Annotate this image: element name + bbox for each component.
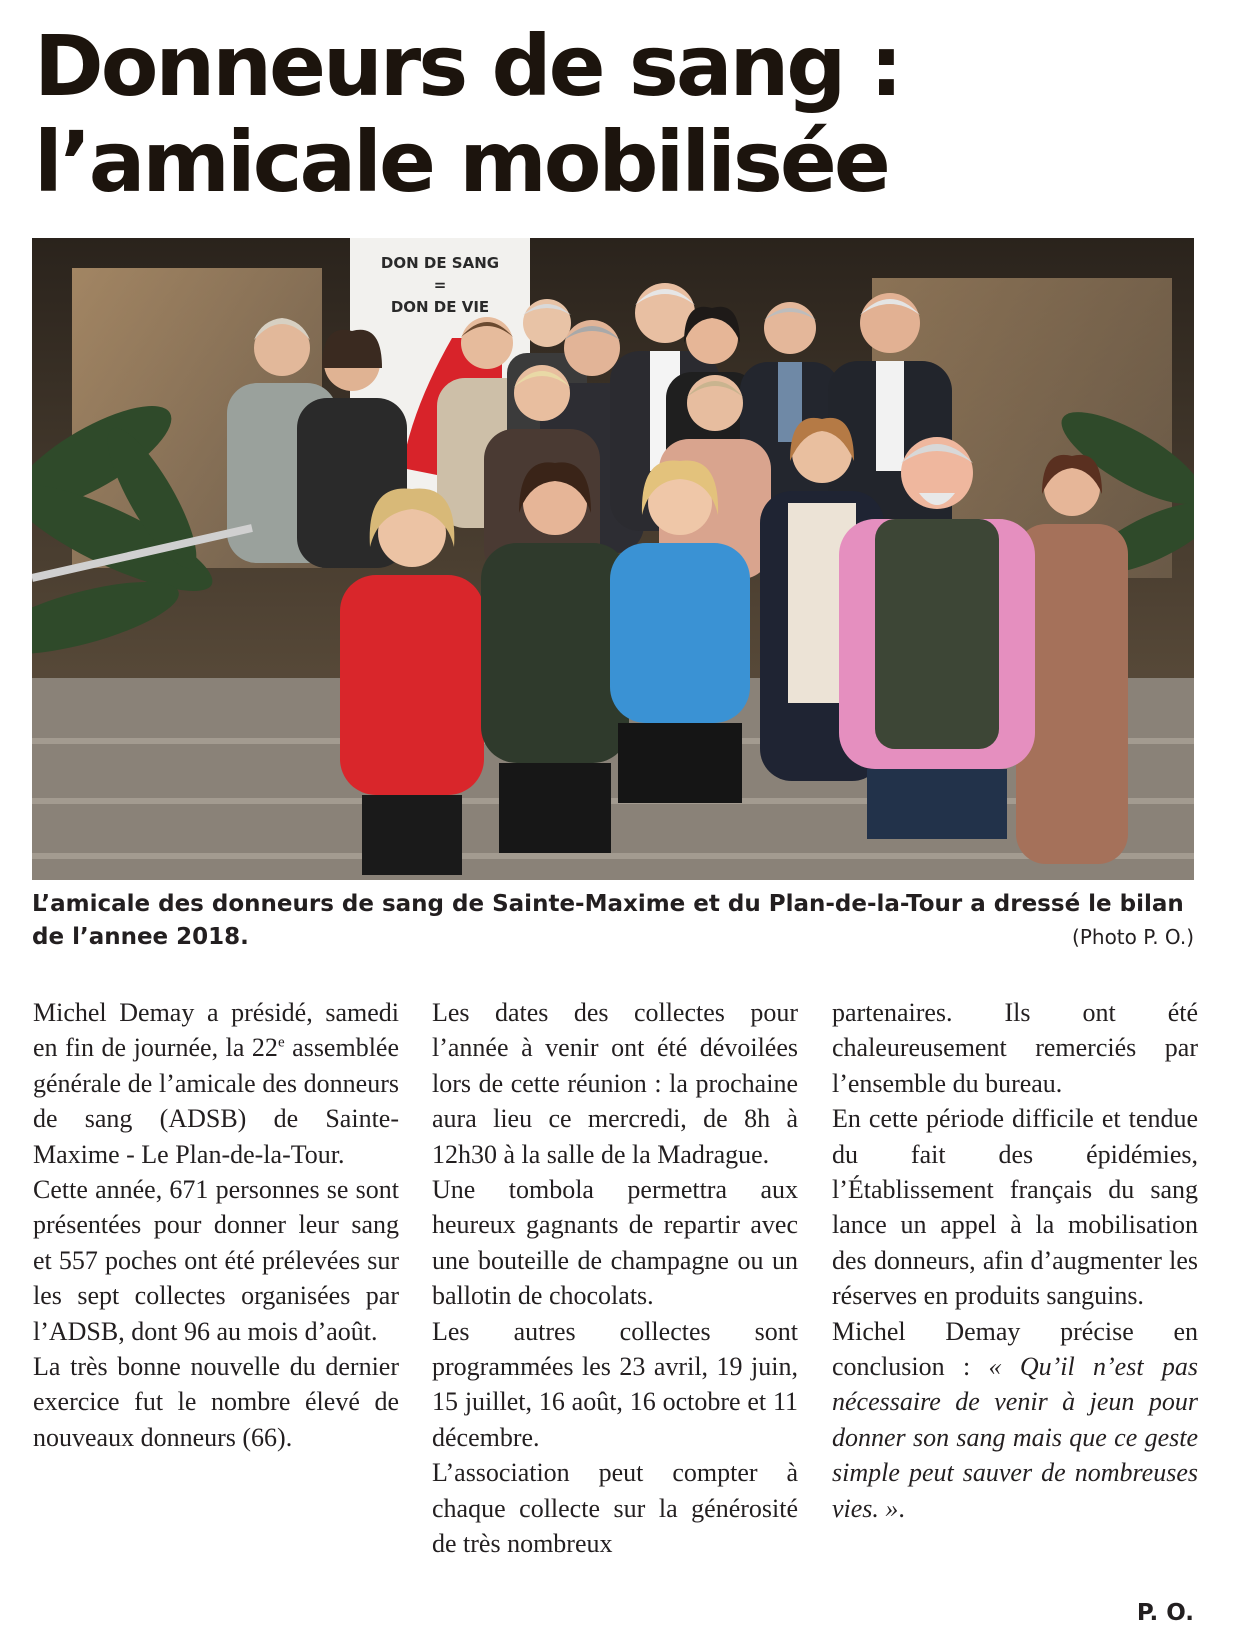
ordinal-suffix: e — [277, 1034, 285, 1051]
article-column-3 — [832, 995, 1198, 1526]
paragraph — [832, 1314, 1198, 1526]
article-column-1 — [33, 995, 399, 1455]
banner-line-2: = — [433, 276, 447, 294]
paragraph: partenaires. Ils ont été chaleureusement remerciés par l’ensemble du bureau. — [832, 998, 1198, 1098]
paragraph-text: . — [898, 1493, 905, 1523]
step-edge-3 — [32, 853, 1194, 859]
author-signature: P. O. — [1136, 1600, 1194, 1626]
headline-line-2: l’amicale mobilisée — [34, 113, 888, 211]
paragraph — [33, 995, 399, 1172]
banner-line-1: DON DE SANG — [380, 254, 500, 272]
paragraph: La très bonne nouvelle du dernier exercice fut le nombre élevé de nouveaux donneurs (66). — [33, 1352, 399, 1452]
paragraph-text: assemblée générale de l’amicale des donneurs de sang (ADSB) de Sainte-Maxime - Le Plan-de-la-Tour. — [33, 1033, 400, 1169]
group-photo — [32, 238, 1194, 880]
article-column-2 — [432, 995, 798, 1562]
paragraph-text: Michel Demay a présidé, samedi en fin de journée, la 22 — [33, 998, 399, 1063]
paragraph: L’association peut compter à chaque collecte sur la générosité de très nombreux — [432, 1458, 798, 1559]
paragraph: Cette année, 671 personnes se sont présentées pour donner leur sang et 557 poches ont été prélevées sur les sept collectes organisées par l’ADSB, dont 96 au mois d’août. — [33, 1175, 399, 1346]
paragraph-text: Michel Demay précise en conclusion : — [832, 1316, 1198, 1382]
photo-caption: L’amicale des donneurs de sang de Sainte-Maxime et du Plan-de-la-Tour a dressé le bilan de l’annee 2018. — [32, 891, 1184, 950]
paragraph: Les dates des collectes pour l’année à venir ont été dévoilées lors de cette réunion : la prochaine aura lieu ce mercredi, de 8h à 12h30 à la salle de la Madrague. — [432, 998, 798, 1169]
quotation: « Qu’il n’est pas nécessaire de venir à jeun pour donner son sang mais que ce geste simple peut sauver de nombreuses vies. » — [832, 1352, 1199, 1523]
banner-line-3: DON DE VIE — [390, 298, 490, 316]
group-photo-illustration — [32, 238, 1194, 880]
paragraph: En cette période difficile et tendue du fait des épidémies, l’Établissement français du sang lance un appel à la mobilisation des donneurs, afin d’augmenter les réserves en produits sanguins. — [832, 1104, 1198, 1311]
headline-line-1: Donneurs de sang : — [34, 17, 901, 115]
photo-credit: (Photo P. O.) — [1072, 925, 1194, 949]
paragraph: Les autres collectes sont programmées les 23 avril, 19 juin, 15 juillet, 16 août, 16 octobre et 11 décembre. — [432, 1316, 798, 1452]
article-headline — [34, 18, 1204, 210]
paragraph: Une tombola permettra aux heureux gagnants de repartir avec une bouteille de champagne ou un ballotin de chocolats. — [432, 1175, 798, 1311]
